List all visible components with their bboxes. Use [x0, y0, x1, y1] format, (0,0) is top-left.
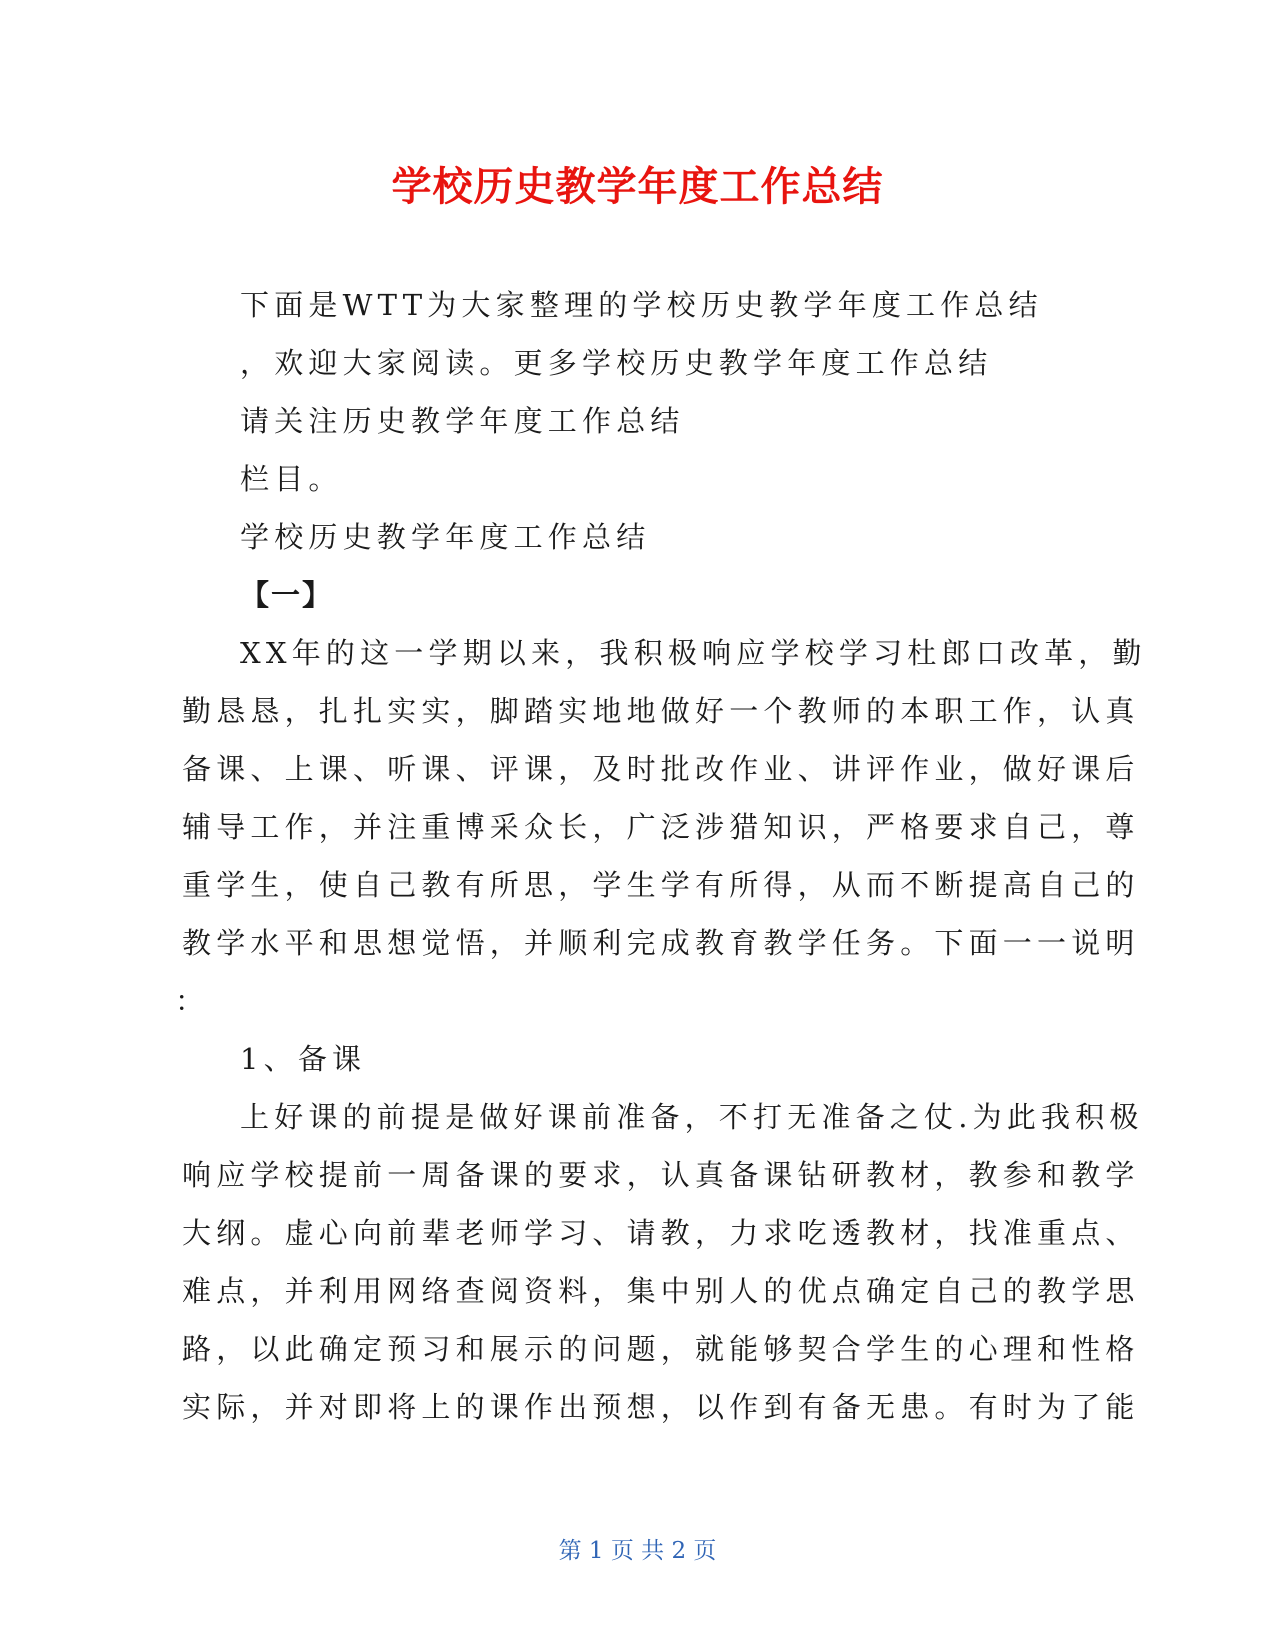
paragraph-line: 辅导工作，并注重博采众长，广泛涉猎知识，严格要求自己，尊: [182, 810, 1140, 844]
paragraph-line: XX年的这一学期以来，我积极响应学校学习杜郎口改革，勤: [240, 636, 1147, 670]
paragraph-line: 响应学校提前一周备课的要求，认真备课钻研教材，教参和教学: [182, 1158, 1140, 1192]
intro-line: 请关注历史教学年度工作总结: [240, 404, 685, 438]
document-title: 学校历史教学年度工作总结: [391, 164, 884, 210]
intro-line: 学校历史教学年度工作总结: [240, 520, 651, 554]
paragraph-line: 实际，并对即将上的课作出预想，以作到有备无患。有时为了能: [182, 1390, 1140, 1424]
paragraph-line: 大纲。虚心向前辈老师学习、请教，力求吃透教材，找准重点、: [182, 1216, 1140, 1250]
paragraph-line: 勤恳恳，扎扎实实，脚踏实地地做好一个教师的本职工作，认真: [182, 694, 1140, 728]
paragraph-line: 路，以此确定预习和展示的问题，就能够契合学生的心理和性格: [182, 1332, 1140, 1366]
intro-line: 下面是WTT为大家整理的学校历史教学年度工作总结: [240, 288, 1043, 322]
paragraph-line: 重学生，使自己教有所思，学生学有所得，从而不断提高自己的: [182, 868, 1140, 902]
section-marker: 【一】: [240, 578, 334, 612]
paragraph-line: 备课、上课、听课、评课，及时批改作业、讲评作业，做好课后: [182, 752, 1140, 786]
intro-line: ，欢迎大家阅读。更多学校历史教学年度工作总结: [240, 346, 993, 380]
section-heading: 1、备课: [240, 1042, 367, 1076]
page-number-footer: 第 1 页 共 2 页: [558, 1538, 717, 1564]
paragraph-line: 上好课的前提是做好课前准备，不打无准备之仗.为此我积极: [240, 1100, 1144, 1134]
paragraph-line: 难点，并利用网络查阅资料，集中别人的优点确定自己的教学思: [182, 1274, 1140, 1308]
paragraph-line: ：: [175, 984, 210, 1018]
intro-line: 栏目。: [240, 462, 343, 496]
paragraph-line: 教学水平和思想觉悟，并顺利完成教育教学任务。下面一一说明: [182, 926, 1140, 960]
